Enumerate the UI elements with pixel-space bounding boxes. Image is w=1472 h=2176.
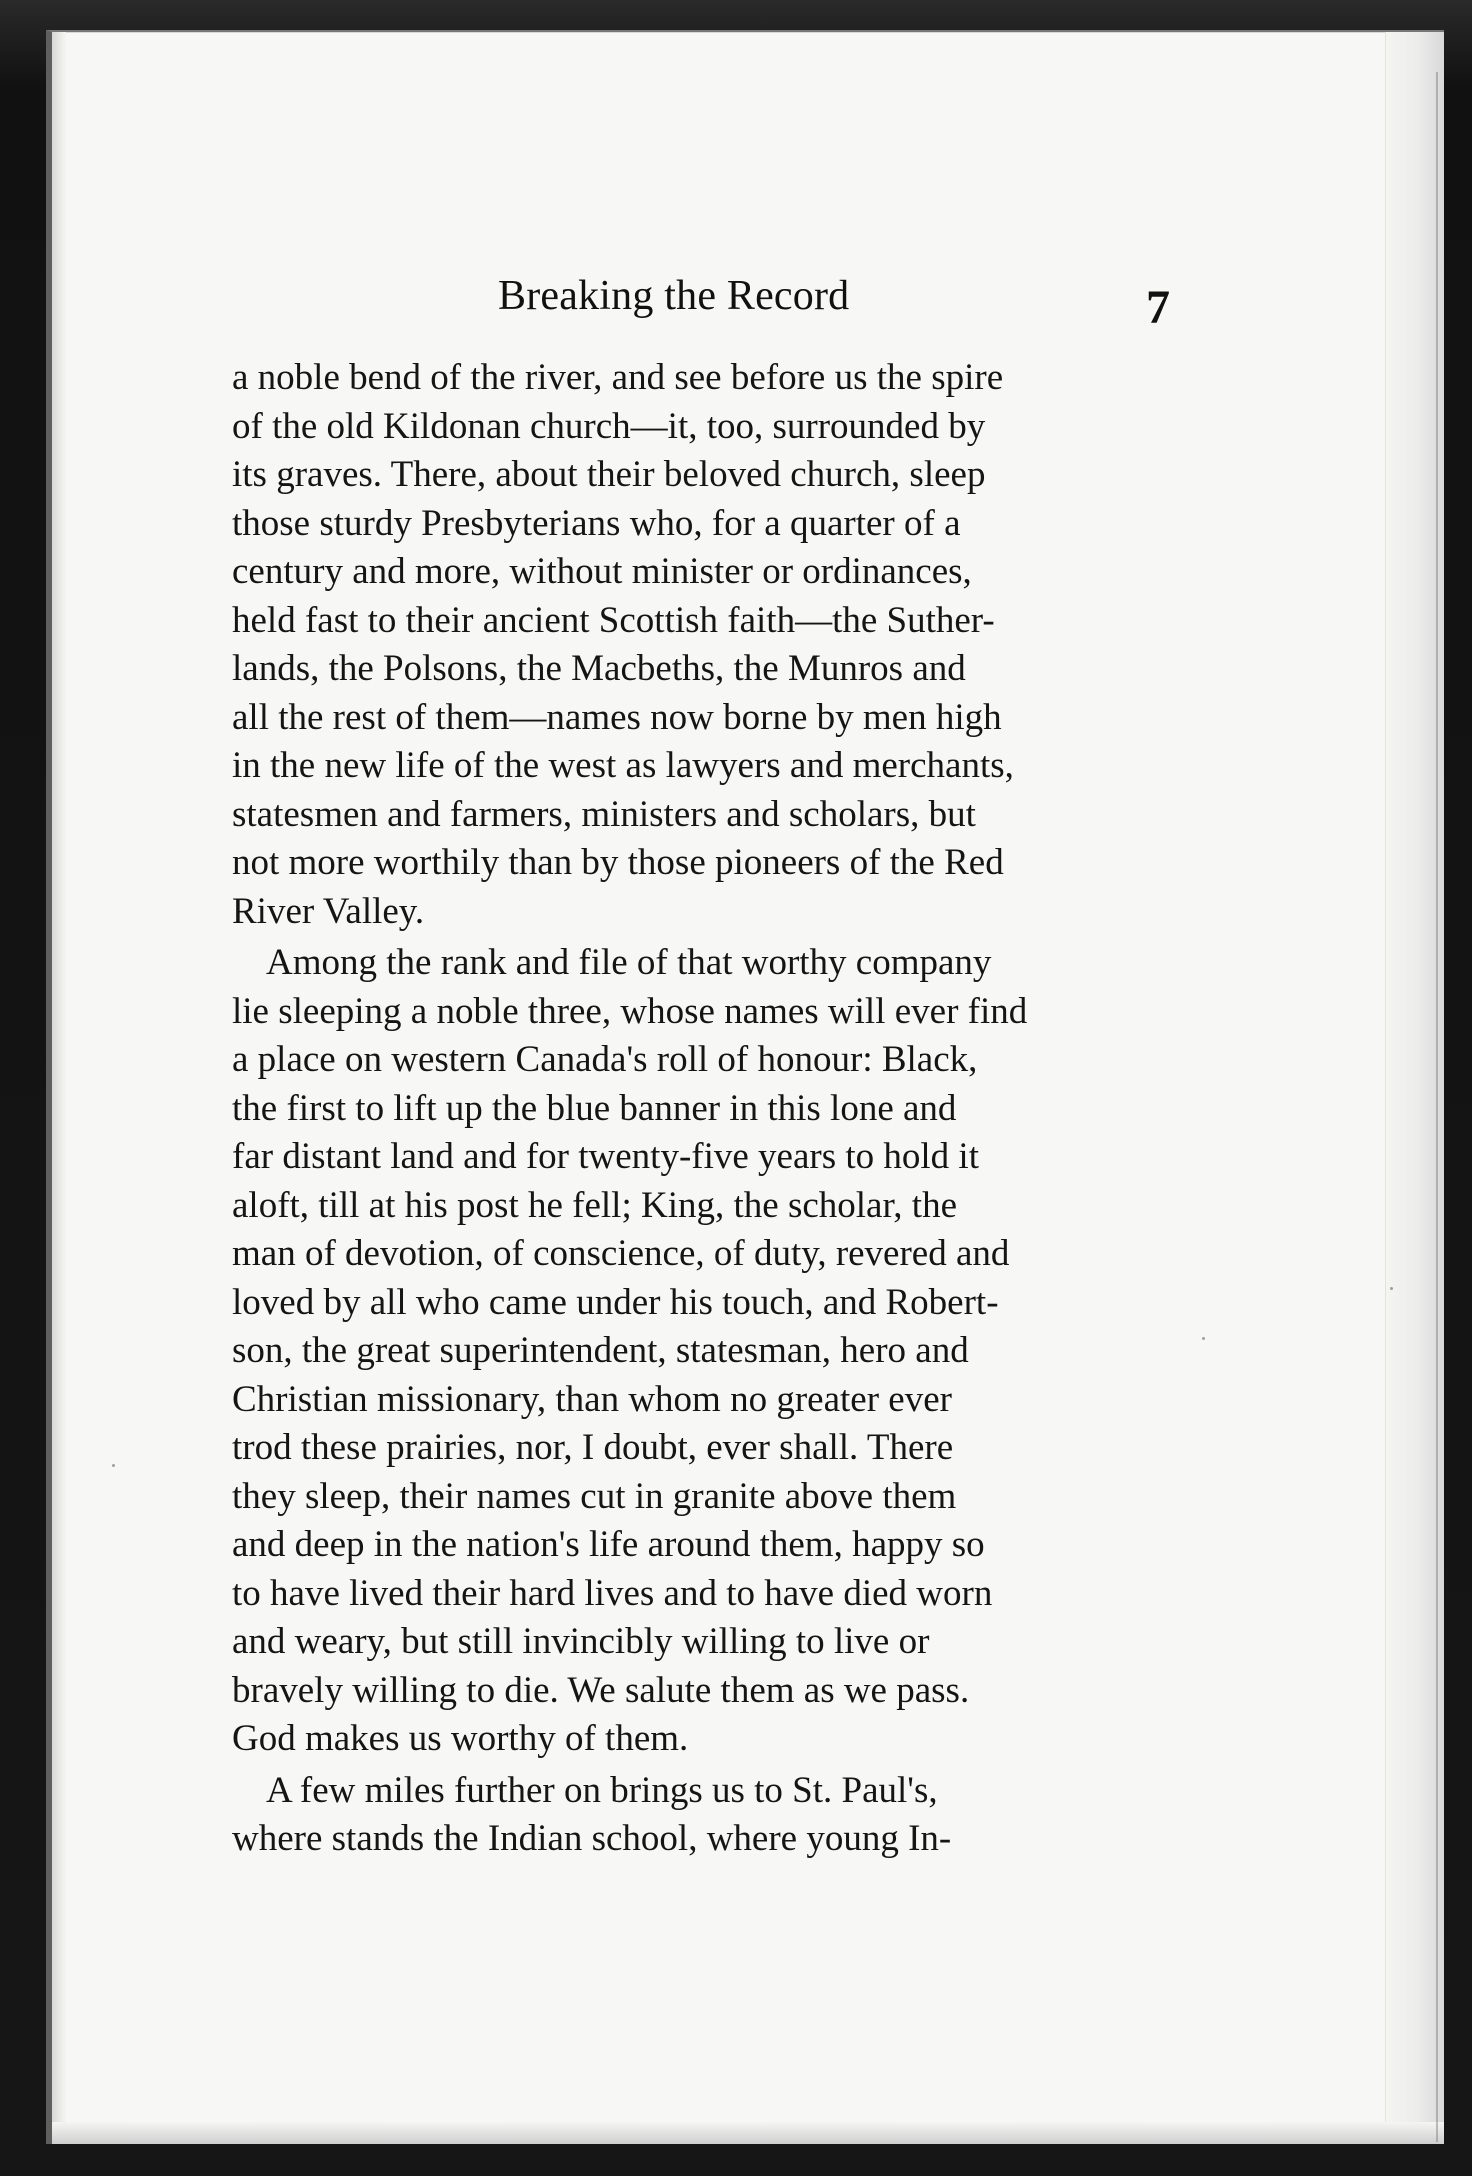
text-line: not more worthily than by those pioneers of the Red <box>232 842 1004 883</box>
text-line: the first to lift up the blue banner in this lone and <box>232 1087 957 1129</box>
text-line: lands, the Polsons, the Macbeths, the Munros and <box>232 648 966 689</box>
book-page <box>46 30 1444 2144</box>
body-text <box>232 354 1167 1864</box>
text-line: and weary, but still invincibly willing to live or <box>232 1621 930 1662</box>
text-line: statesmen and farmers, ministers and scholars, but <box>232 793 976 835</box>
text-line: Christian missionary, than whom no greater ever <box>232 1378 952 1420</box>
text-line: River Valley. <box>232 890 425 932</box>
scan-speck <box>1390 1287 1393 1290</box>
page-fold-line <box>1436 72 1438 2142</box>
text-line: a noble bend of the river, and see before us the spire <box>232 357 1004 398</box>
text-line: lie sleeping a noble three, whose names will ever find <box>232 990 1028 1032</box>
text-line: a place on western Canada's roll of honour: Black, <box>232 1039 978 1080</box>
text-line: God makes us worthy of them. <box>232 1718 689 1759</box>
text-line: of the old Kildonan church—it, too, surrounded by <box>232 405 986 447</box>
scan-speck <box>1202 1337 1205 1340</box>
paragraph-first-line: A few miles further on brings us to St. Paul's, <box>266 1769 938 1811</box>
running-head: Breaking the Record <box>498 273 850 319</box>
text-line: all the rest of them—names now borne by men high <box>232 696 1002 738</box>
text-line: aloft, till at his post he fell; King, the scholar, the <box>232 1184 958 1226</box>
text-line: its graves. There, about their beloved church, sleep <box>232 454 986 495</box>
page-number: 7 <box>1146 281 1170 334</box>
text-line: son, the great superintendent, statesman, hero and <box>232 1330 969 1371</box>
text-line: loved by all who came under his touch, and Robert- <box>232 1281 999 1323</box>
text-line: century and more, without minister or ordinances, <box>232 551 972 592</box>
text-line: far distant land and for twenty-five years to hold it <box>232 1136 979 1177</box>
text-line: where stands the Indian school, where young In- <box>232 1818 952 1859</box>
page-gutter-shadow <box>52 32 66 2144</box>
scan-speck <box>112 1464 115 1467</box>
text-line: they sleep, their names cut in granite above them <box>232 1475 957 1517</box>
page-header <box>198 272 1178 342</box>
text-line: those sturdy Presbyterians who, for a quarter of a <box>232 502 961 544</box>
text-line: man of devotion, of conscience, of duty, revered and <box>232 1233 1010 1274</box>
text-line: and deep in the nation's life around them, happy so <box>232 1524 985 1565</box>
text-line: trod these prairies, nor, I doubt, ever shall. There <box>232 1427 954 1468</box>
text-line: to have lived their hard lives and to have died worn <box>232 1572 993 1614</box>
text-line: bravely willing to die. We salute them as we pass. <box>232 1669 970 1711</box>
text-line: held fast to their ancient Scottish faith—the Suther- <box>232 599 995 641</box>
paragraph-first-line: Among the rank and file of that worthy company <box>266 942 992 983</box>
page-bottom-edge <box>52 2122 1444 2144</box>
text-line: in the new life of the west as lawyers and merchants, <box>232 745 1014 786</box>
